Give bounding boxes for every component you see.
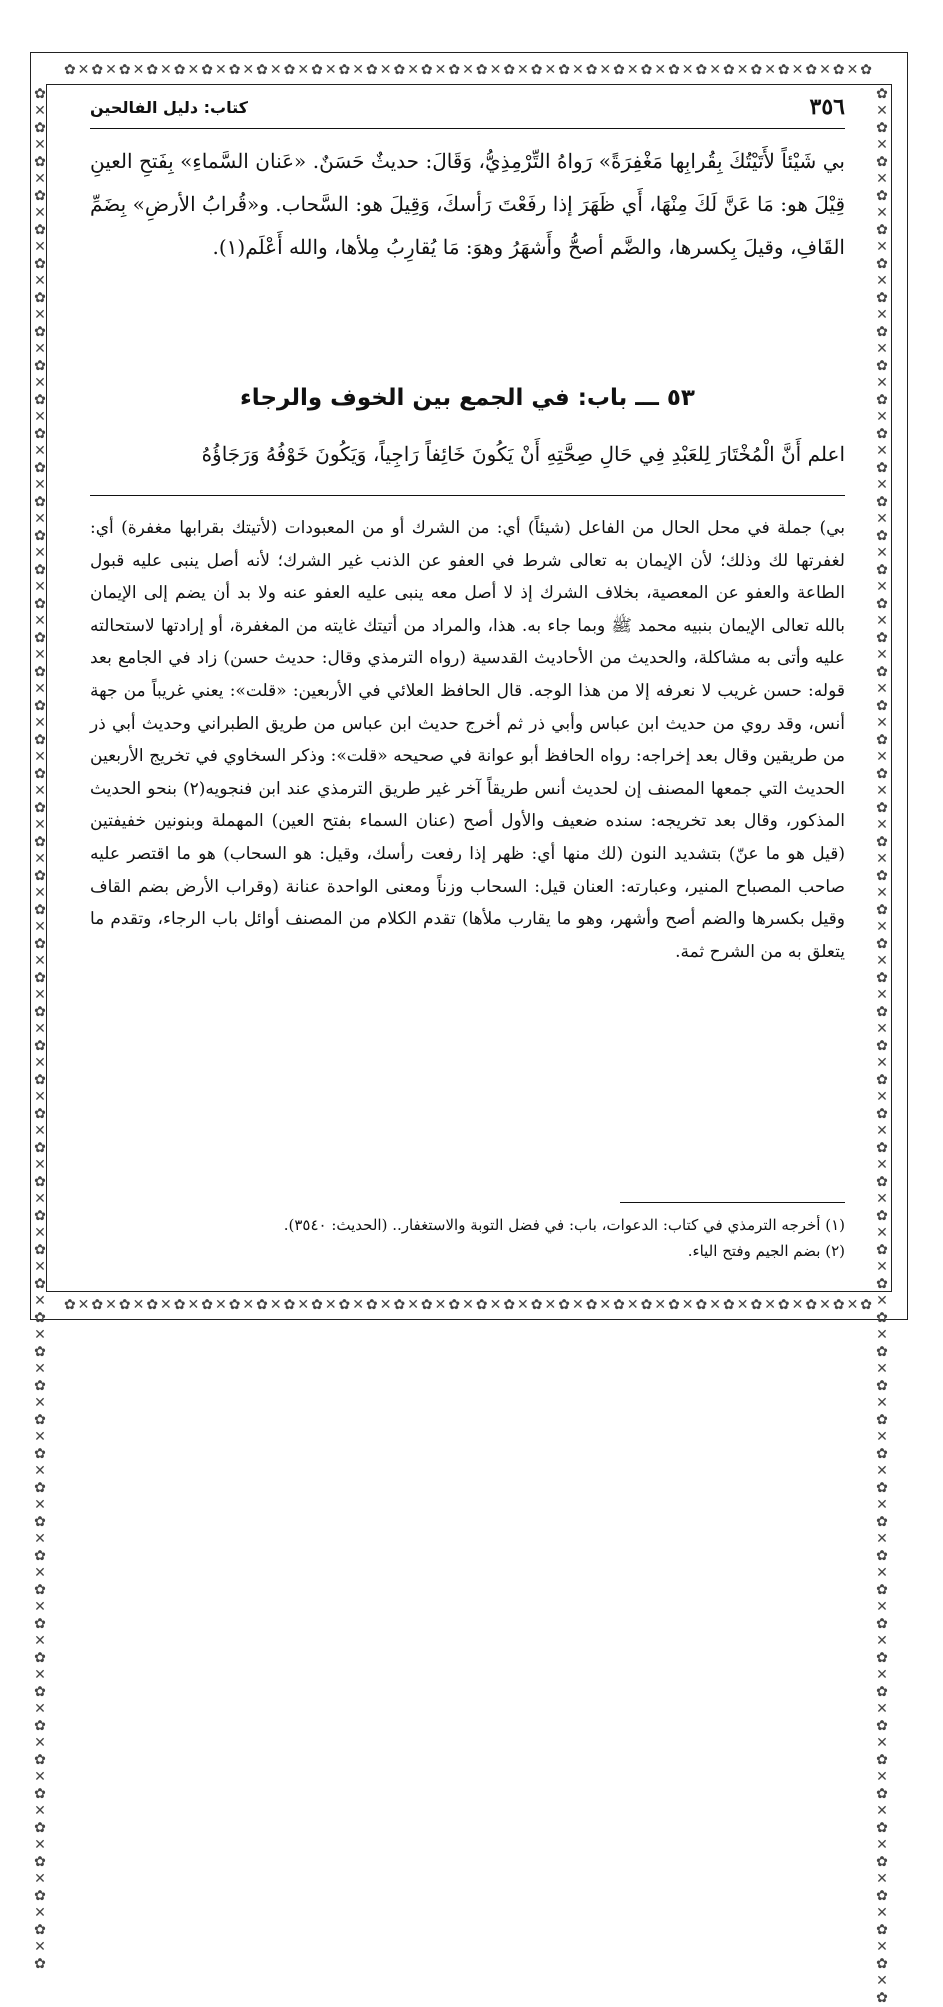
footnotes bbox=[90, 1212, 845, 1264]
book-title: كتاب: دليل الفالحين bbox=[90, 98, 248, 117]
chapter-heading: ٥٣ ـــ باب: في الجمع بين الخوف والرجاء bbox=[240, 385, 695, 411]
page-header bbox=[90, 94, 845, 124]
chapter-text bbox=[90, 433, 845, 476]
commentary bbox=[90, 512, 845, 968]
ornament-border-bottom: ✿✕✿✕✿✕✿✕✿✕✿✕✿✕✿✕✿✕✿✕✿✕✿✕✿✕✿✕✿✕✿✕✿✕✿✕✿✕✿✕✿✕✿✕✿✕✿✕✿✕✿✕✿✕✿✕✿✕✿ bbox=[63, 1297, 875, 1313]
header-divider bbox=[90, 128, 845, 129]
footnote: (٢) بضم الجيم وفتح الياء. bbox=[687, 1242, 845, 1260]
text-commentary-divider bbox=[90, 495, 845, 496]
footnote-divider bbox=[620, 1202, 845, 1203]
page-number: ٣٥٦ bbox=[809, 94, 845, 120]
commentary-paragraph: بي) جملة في محل الحال من الفاعل (شيئاً) أي: من الشرك أو من المعبودات (لأتيتك بقرابها مغفرة) أي: لغفرتها لك وذلك؛ لأن الإيمان به تعالى شرط في العفو عن الذنب غير الشرك؛ لأنه أصل ينبى عليه قبول الطاعة والعفو عن المعصية، بخلاف الشرك إذ لا أصل معه ينبى عليه العفو عنه ولا بد أن يضم إلى الإيمان بالله تعالى الإيمان بنبيه محمد ﷺ وبما جاء به. هذا، والمراد من أتيتك غايته من المغفرة، أو إرادتها لاستحالته عليه وأتى به مشاكلة، والحديث من الأحاديث القدسية (رواه الترمذي وقال: حديث حسن) زاد في الجامع بعد قوله: حسن غريب لا نعرفه إلا من هذا الوجه. قال الحافظ العلائي في الأربعين: «قلت»: يعني غريباً من جهة أنس، وقد روي من حديث ابن عباس وأبي ذر ثم أخرج حديث ابن عباس من طريق الطبراني وحديث أبي ذر من طريقين وقال بعد إخراجه: رواه الحافظ أبو عوانة في صحيحه «قلت»: وذكر السخاوي في تخريج الأربعين الحديث التي جمعها المصنف إن لحديث أنس طريقاً آخر غير طريق الترمذي عند ابن فنجويه(٢) بنحو الحديث المذكور، وقال بعد تخريجه: سنده ضعيف والأول أصح (عنان السماء بفتح العين) المهملة وبنونين خفيفتين (قيل هو ما عنّ) بتشديد النون (لك منها أي: ظهر إذا رفعت رأسك، وقيل: هو السحاب) هو ما اقتصر عليه صاحب المصباح المنير، وعبارته: العنان قيل: السحاب وزناً ومعنى الواحدة عنانة (وقراب الأرض بضم القاف وقيل بكسرها والضم أصح وأشهر، وهو ما يقارب ملأها) تقدم الكلام من المصنف أوائل باب الرجاء، وتقدم ما يتعلق به من الشرح ثمة. bbox=[90, 518, 845, 962]
ornament-border-left: ✿✕✿✕✿✕✿✕✿✕✿✕✿✕✿✕✿✕✿✕✿✕✿✕✿✕✿✕✿✕✿✕✿✕✿✕✿✕✿✕✿✕✿✕✿✕✿✕✿✕✿✕✿✕✿✕✿✕✿✕✿✕✿✕✿✕✿✕✿✕✿✕✿✕✿✕✿✕✿✕✿✕✿✕✿✕✿✕✿✕✿✕✿✕✿✕✿✕✿✕✿✕✿✕✿✕✿✕✿✕✿ bbox=[34, 86, 46, 1972]
ornament-border-right: ✿✕✿✕✿✕✿✕✿✕✿✕✿✕✿✕✿✕✿✕✿✕✿✕✿✕✿✕✿✕✿✕✿✕✿✕✿✕✿✕✿✕✿✕✿✕✿✕✿✕✿✕✿✕✿✕✿✕✿✕✿✕✿✕✿✕✿✕✿✕✿✕✿✕✿✕✿✕✿✕✿✕✿✕✿✕✿✕✿✕✿✕✿✕✿✕✿✕✿✕✿✕✿✕✿✕✿✕✿✕✿✕✿ bbox=[876, 86, 888, 2006]
chapter-paragraph: اعلم أَنَّ الْمُخْتَارَ لِلعَبْدِ فِي حَالِ صِحَّتِهِ أَنْ يَكُونَ خَائِفاً رَاجِياً، وَيَكُونَ خَوْفُهُ وَرَجَاؤُهُ bbox=[201, 442, 845, 466]
footnote: (١) أخرجه الترمذي في كتاب: الدعوات، باب: في فضل التوبة والاستغفار.. (الحديث: ٣٥٤٠). bbox=[283, 1216, 845, 1234]
main-paragraph: بي شَيْئاً لأَتَيْتُكَ بِقُرابِها مَغْفِرَةً» رَواهُ التِّرْمِذِيُّ، وَقَالَ: حديثٌ حَسَنٌ. «عَنان السَّماءِ» بِفَتحِ العينِ قِيْلَ هو: مَا عَنَّ لَكَ مِنْهَا، أَي ظَهَرَ إذا رفَعْتَ رَأسكَ، وَقِيلَ هو: السَّحاب. و«قُرابُ الأرضِ» بِضَمِّ القَافِ، وقيلَ بِكسرها، والضَّم أصحُّ وأَشهَرُ وهوَ: مَا يُقارِبُ مِلأها، والله أَعْلَم(١). bbox=[90, 149, 845, 259]
main-text bbox=[90, 140, 845, 269]
ornament-border-top: ✿✕✿✕✿✕✿✕✿✕✿✕✿✕✿✕✿✕✿✕✿✕✿✕✿✕✿✕✿✕✿✕✿✕✿✕✿✕✿✕✿✕✿✕✿✕✿✕✿✕✿✕✿✕✿✕✿✕✿ bbox=[63, 62, 875, 78]
